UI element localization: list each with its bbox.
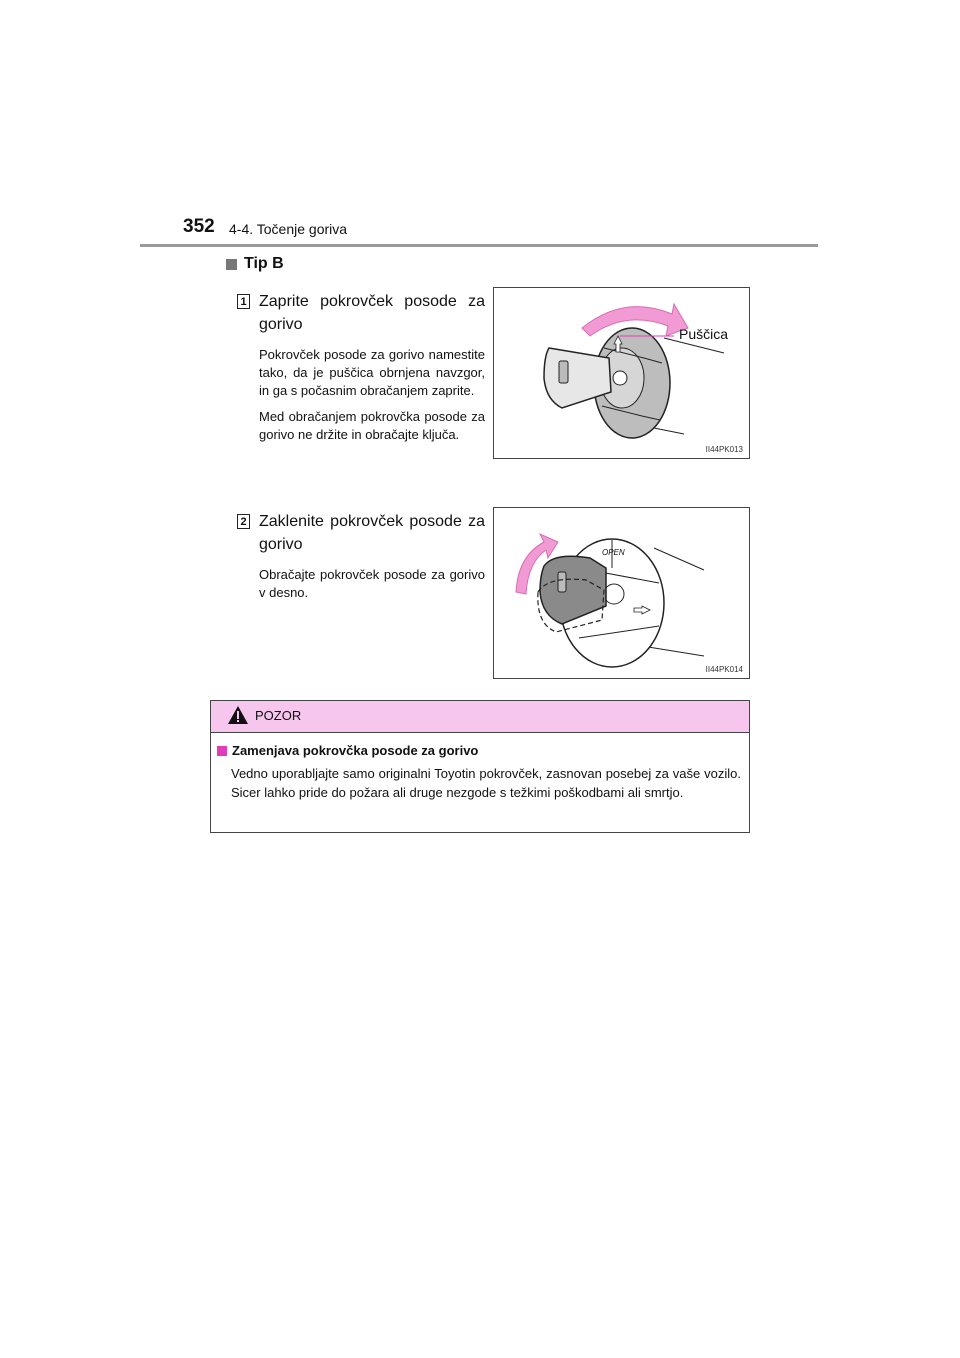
step-1-paragraph-1: Pokrovček posode za gorivo namestite tako, da je puščica obrnjena navzgor, in ga s počasnim obračanjem zaprite. xyxy=(259,347,485,398)
warning-triangle-icon xyxy=(227,705,249,725)
fuel-cap-lock-illustration xyxy=(494,508,749,678)
step-1-text-column xyxy=(259,290,485,452)
warning-text: Vedno uporabljajte samo originalni Toyotin pokrovček, zasnovan posebej za vaše vozilo. Sicer lahko pride do požara ali druge nezgode s težkimi poškodbami ali smrtjo. xyxy=(231,766,741,800)
step-1-title: Zaprite pokrovček posode za gorivo xyxy=(259,293,485,333)
warning-box xyxy=(210,700,750,833)
figure-code: II44PK013 xyxy=(705,445,743,454)
figure-callout-label: Puščica xyxy=(679,326,729,342)
page-number: 352 xyxy=(183,216,215,237)
step-badge-1: 1 xyxy=(237,294,250,309)
figure-fuel-cap-lock xyxy=(493,507,750,679)
warning-label: POZOR xyxy=(255,708,302,723)
step-badge-2: 2 xyxy=(237,514,250,529)
figure-code: II44PK014 xyxy=(705,665,743,674)
subsection-heading xyxy=(226,255,284,273)
step-2-title: Zaklenite pokrovček posode za gorivo xyxy=(259,513,485,553)
warning-header xyxy=(211,701,749,733)
square-bullet-icon xyxy=(226,259,237,270)
fuel-cap-close-illustration xyxy=(494,288,749,458)
step-2-paragraph-1: Obračajte pokrovček posode za gorivo v desno. xyxy=(259,567,485,600)
subsection-title: Tip B xyxy=(244,255,284,272)
figure-fuel-cap-close xyxy=(493,287,750,459)
warning-subheading xyxy=(217,743,478,758)
section-title: 4-4. Točenje goriva xyxy=(229,221,348,237)
step-2-text-column xyxy=(259,510,485,610)
square-bullet-icon xyxy=(217,746,227,756)
header-rule xyxy=(140,244,818,247)
cap-open-marking: OPEN xyxy=(602,548,625,557)
warning-title: Zamenjava pokrovčka posode za gorivo xyxy=(232,743,479,758)
step-1-paragraph-2: Med obračanjem pokrovčka posode za gorivo ne držite in obračajte ključa. xyxy=(259,409,485,442)
